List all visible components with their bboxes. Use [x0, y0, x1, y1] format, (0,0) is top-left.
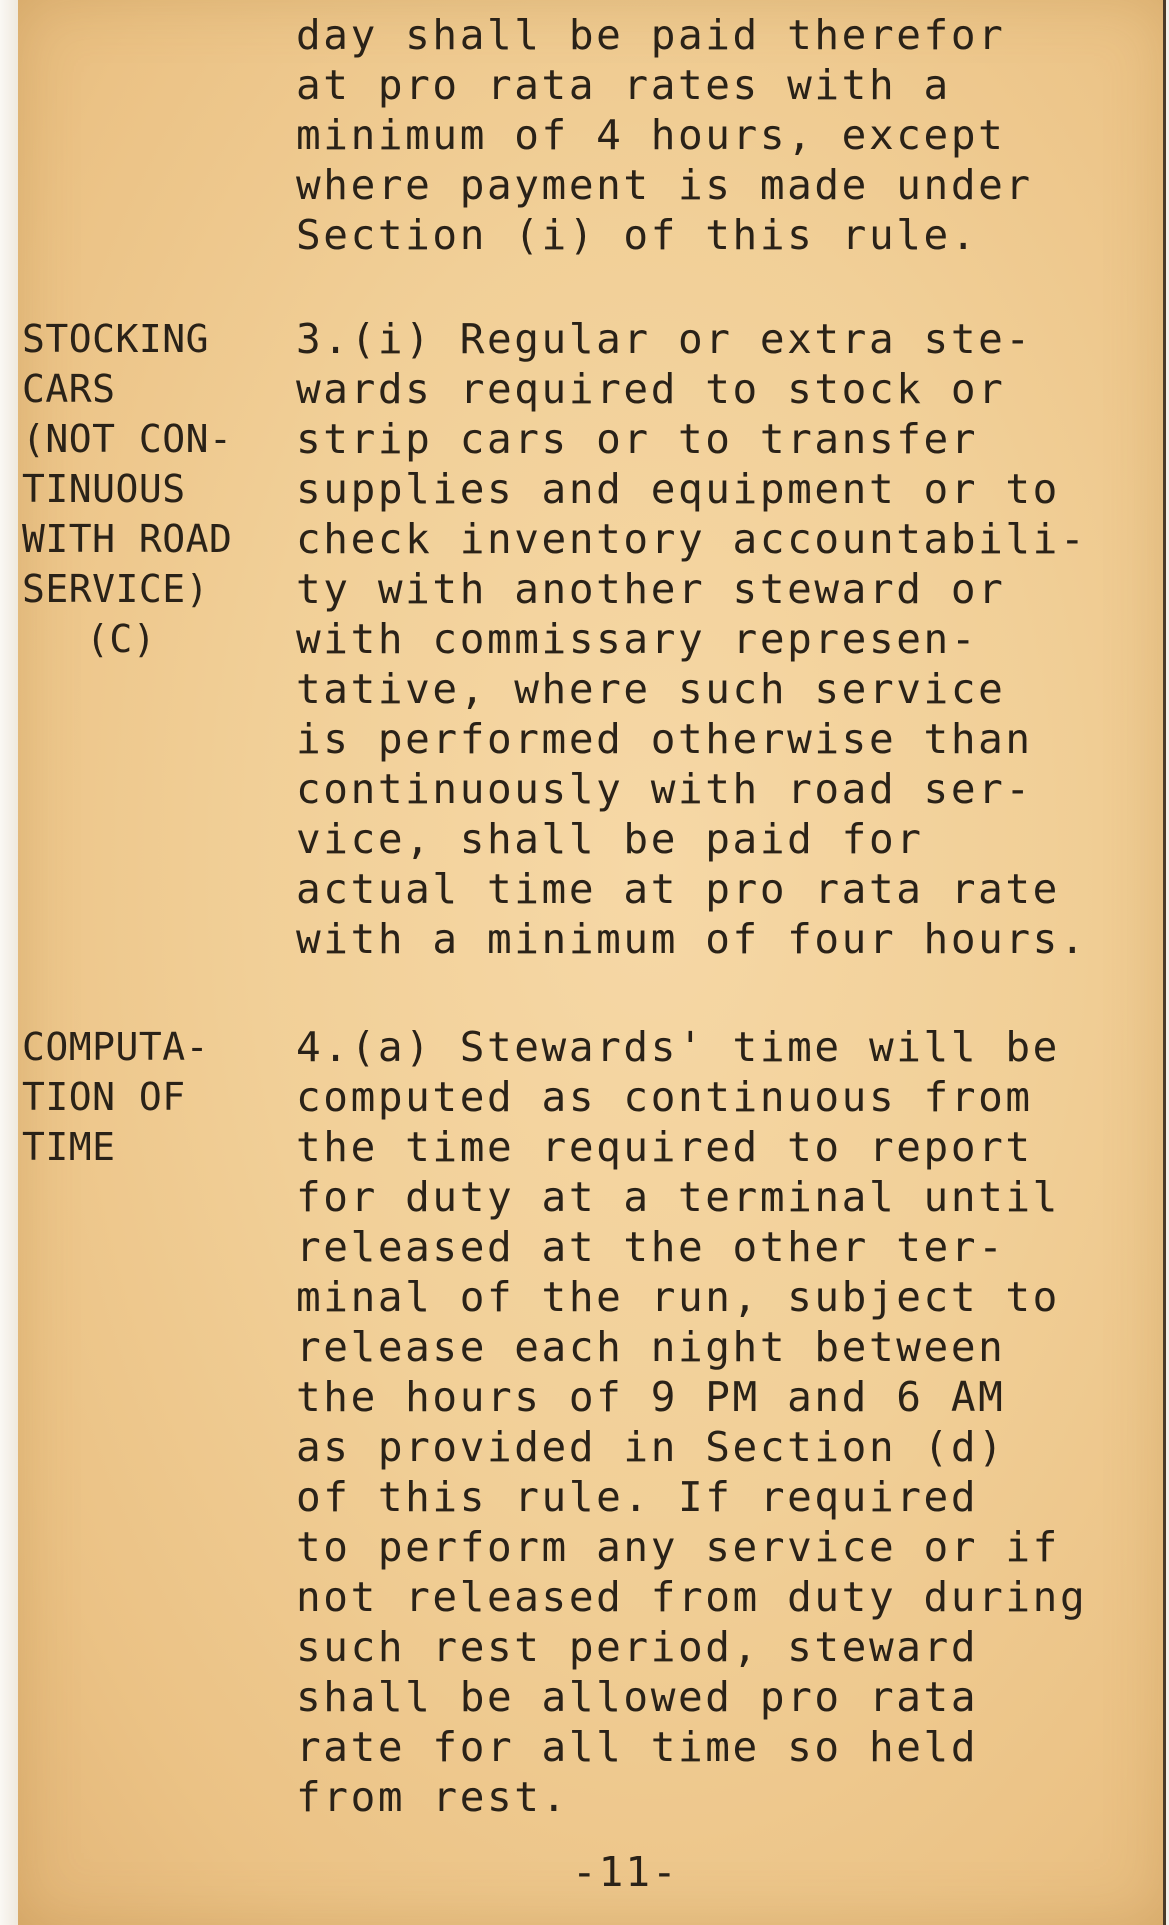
page-left-margin — [0, 0, 18, 1925]
rule-4-line: from rest. — [296, 1773, 569, 1821]
rule-4-line: release each night between — [296, 1323, 1006, 1371]
intro-line: at pro rata rates with a — [296, 61, 951, 109]
rule-3-line: vice, shall be paid for — [296, 815, 924, 863]
margin-heading-stocking: SERVICE) — [22, 567, 210, 611]
rule-3-line: ty with another steward or — [296, 565, 1006, 613]
rule-4-line: rate for all time so held — [296, 1723, 979, 1771]
margin-heading-computation: COMPUTA- — [22, 1025, 210, 1069]
margin-heading-stocking: WITH ROAD — [22, 517, 233, 561]
intro-line: Section (i) of this rule. — [296, 211, 979, 259]
margin-heading-stocking: CARS — [22, 367, 116, 411]
intro-line: day shall be paid therefor — [296, 11, 1006, 59]
margin-heading-stocking: (NOT CON- — [22, 417, 233, 461]
rule-3-line: supplies and equipment or to — [296, 465, 1060, 513]
rule-4-line: minal of the run, subject to — [296, 1273, 1060, 1321]
rule-4-line: 4.(a) Stewards' time will be — [296, 1023, 1060, 1071]
rule-3-line: wards required to stock or — [296, 365, 1006, 413]
rule-3-line: actual time at pro rata rate — [296, 865, 1060, 913]
intro-line: minimum of 4 hours, except — [296, 111, 1006, 159]
rule-4-line: not released from duty during — [296, 1573, 1088, 1621]
rule-4-line: computed as continuous from — [296, 1073, 1033, 1121]
rule-4-line: to perform any service or if — [296, 1523, 1060, 1571]
rule-3-line: 3.(i) Regular or extra ste- — [296, 315, 1033, 363]
rule-4-line: such rest period, steward — [296, 1623, 979, 1671]
rule-4-line: released at the other ter- — [296, 1223, 1006, 1271]
page-right-edge — [1163, 0, 1166, 1925]
rule-4-line: as provided in Section (d) — [296, 1423, 1006, 1471]
rule-4-line: shall be allowed pro rata — [296, 1673, 979, 1721]
margin-heading-stocking: (C) — [86, 617, 157, 661]
rule-3-line: strip cars or to transfer — [296, 415, 979, 463]
document-page — [18, 0, 1166, 1925]
rule-3-line: with a minimum of four hours. — [296, 915, 1088, 963]
rule-4-line: of this rule. If required — [296, 1473, 979, 1521]
margin-heading-stocking: TINUOUS — [22, 467, 186, 511]
rule-4-line: for duty at a terminal until — [296, 1173, 1060, 1221]
rule-4-line: the time required to report — [296, 1123, 1033, 1171]
rule-3-line: check inventory accountabili- — [296, 515, 1088, 563]
page-number: -11- — [572, 1848, 679, 1896]
rule-3-line: with commissary represen- — [296, 615, 979, 663]
margin-heading-computation: TION OF — [22, 1075, 186, 1119]
rule-3-line: is performed otherwise than — [296, 715, 1033, 763]
margin-heading-computation: TIME — [22, 1125, 116, 1169]
rule-3-line: continuously with road ser- — [296, 765, 1033, 813]
intro-line: where payment is made under — [296, 161, 1033, 209]
margin-heading-stocking: STOCKING — [22, 317, 210, 361]
rule-4-line: the hours of 9 PM and 6 AM — [296, 1373, 1006, 1421]
rule-3-line: tative, where such service — [296, 665, 1006, 713]
